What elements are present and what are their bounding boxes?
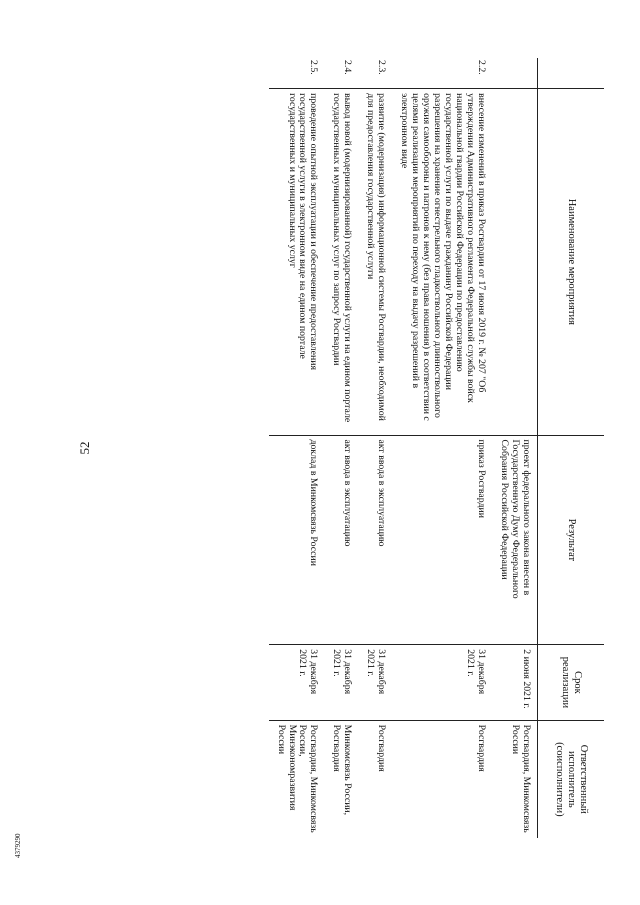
row-result: акт ввода в эксплуатацию <box>358 435 392 645</box>
header-name: Наименование мероприятия <box>538 89 605 435</box>
row-name: вывод новой (модернизированной) государственной услуги на едином портале государственных и муниципальных услуг по запросу Росгвардии <box>324 89 358 435</box>
document-id: 4379290 <box>14 833 22 858</box>
header-result: Результат <box>538 435 605 645</box>
table-row <box>492 58 537 838</box>
row-name: внесение изменений в приказ Росгвардии от 17 июня 2019 г. № 207 "Об утверждении Административного регламента Федеральной службы войск национальной гвардии Российской Федерации по предоставлению государственной услуги по выдаче гражданину Российской Федерации разрешения на хранение огнестрельного гладкоствольного длинноствольного оружия самообороны и патронов к нему (без права ношения) в соответствии с целями реализации мероприятий по переходу на выдачу разрешений в электронном виде <box>392 89 492 435</box>
row-responsible: Росгвардия, Минкомсвязь России, Минэкономразвития России <box>269 720 325 838</box>
row-term: 31 декабря 2021 г. <box>324 645 358 720</box>
table-header-row <box>538 58 605 838</box>
header-num <box>538 58 605 89</box>
row-num: 2.3. <box>376 60 388 75</box>
table-row <box>358 58 392 838</box>
row-result: проект федерального закона внесен в Государственную Думу Федерального Собрания Российской Федерации <box>492 435 537 645</box>
row-result: доклад в Минкомсвязь России <box>269 435 325 645</box>
row-result: приказ Росгвардии <box>392 435 492 645</box>
table-row <box>324 58 358 838</box>
row-name: развитие (модернизация) информационной системы Росгвардии, необходимой для предоставления государственной услуги <box>358 89 392 435</box>
row-name: проведение опытной эксплуатации и обеспечение предоставления государственной услуги в электронном виде на едином портале государственных и муниципальных услуг <box>269 89 325 435</box>
row-term: 31 декабря 2021 г. <box>392 645 492 720</box>
row-name <box>492 89 537 435</box>
measures-table <box>269 58 604 838</box>
landscape-sheet <box>62 58 604 838</box>
row-responsible: Росгвардия <box>358 720 392 838</box>
row-responsible: Росгвардия, Минкомсвязь России <box>492 720 537 838</box>
page-number: 52 <box>77 441 92 455</box>
row-num: 2.5. <box>308 60 320 75</box>
row-term: 31 декабря 2021 г. <box>269 645 325 720</box>
row-num: 2.2. <box>476 60 488 75</box>
table-row <box>269 58 325 838</box>
row-responsible: Минкомсвязь России, Росгвардия <box>324 720 358 838</box>
row-term: 31 декабря 2021 г. <box>358 645 392 720</box>
row-num <box>492 58 537 89</box>
header-term: Срок реализации <box>538 645 605 720</box>
row-num: 2.4. <box>342 60 354 75</box>
header-responsible: Ответственный исполнитель (соисполнители) <box>538 720 605 838</box>
table-row <box>392 58 492 838</box>
row-responsible: Росгвардия <box>392 720 492 838</box>
row-term: 2 июня 2021 г. <box>492 645 537 720</box>
row-result: акт ввода в эксплуатацию <box>324 435 358 645</box>
